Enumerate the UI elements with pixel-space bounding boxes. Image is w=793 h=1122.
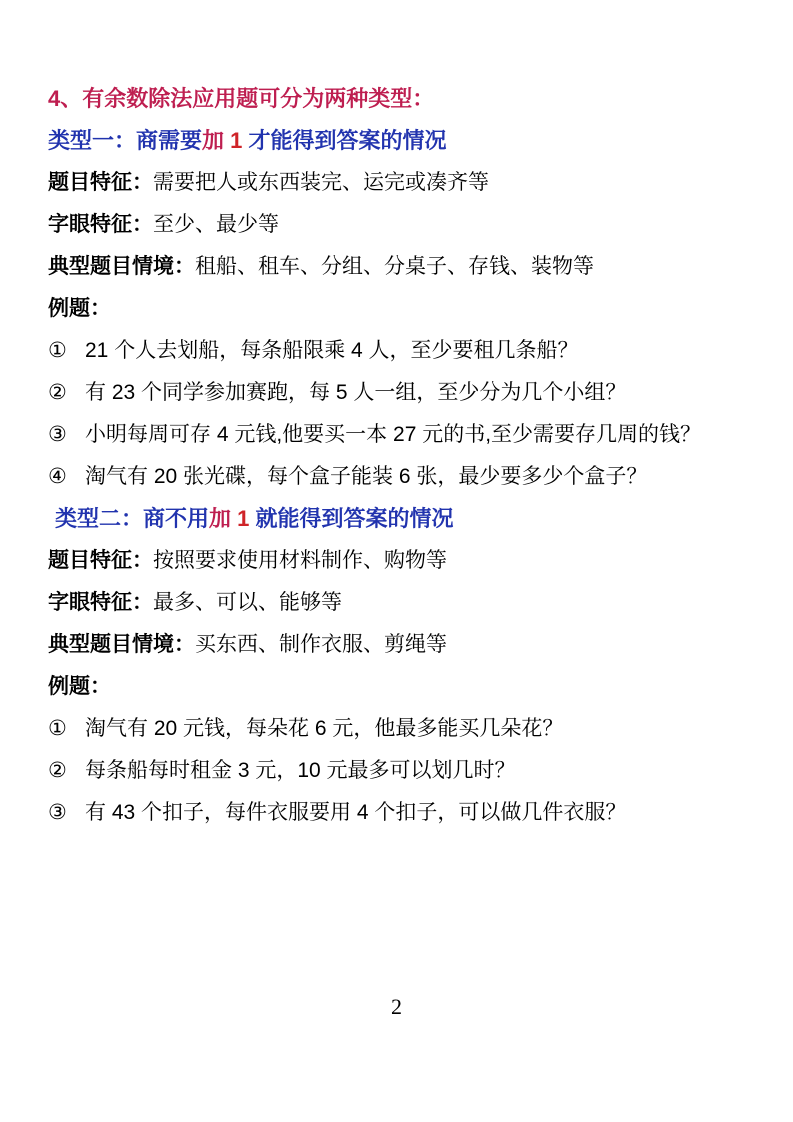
type1-heading-lead: 类型一：商需要 xyxy=(48,128,203,153)
feature-content: 需要把人或东西装完、运完或凑齐等 xyxy=(153,171,489,194)
example-marker: ③ xyxy=(48,423,67,446)
feature-label: 题目特征： xyxy=(48,549,153,572)
feature-line xyxy=(48,666,757,708)
page-number: 2 xyxy=(391,994,402,1019)
type2-heading-lead: 类型二：商不用 xyxy=(55,506,210,531)
type2-heading-add-char: 加 xyxy=(209,506,232,531)
feature-line xyxy=(48,540,757,582)
example-text: 有 43 个扣子，每件衣服要用 4 个扣子，可以做几件衣服？ xyxy=(85,801,627,824)
example-marker: ① xyxy=(48,339,67,362)
feature-content: 最多、可以、能够等 xyxy=(153,591,342,614)
type1-heading-add-num: 1 xyxy=(224,128,249,153)
feature-line xyxy=(48,582,757,624)
feature-line xyxy=(48,204,757,246)
example-marker: ② xyxy=(48,381,67,404)
example-line xyxy=(48,456,757,498)
example-text: 21 个人去划船，每条船限乘 4 人，至少要租几条船？ xyxy=(85,339,579,362)
example-marker: ② xyxy=(48,759,67,782)
example-text: 淘气有 20 张光碟，每个盒子能装 6 张，最少要多少个盒子？ xyxy=(85,465,648,488)
example-line xyxy=(48,372,757,414)
type2-heading-tail: 就能得到答案的情况 xyxy=(255,506,454,531)
example-marker: ④ xyxy=(48,465,67,488)
feature-label: 例题： xyxy=(48,675,111,698)
feature-line xyxy=(48,288,757,330)
example-line xyxy=(48,792,757,834)
feature-label: 字眼特征： xyxy=(48,213,153,236)
example-line xyxy=(48,330,757,372)
example-text: 小明每周可存 4 元钱,他要买一本 27 元的书,至少需要存几周的钱？ xyxy=(85,423,702,446)
example-marker: ③ xyxy=(48,801,67,824)
feature-label: 例题： xyxy=(48,297,111,320)
example-text: 淘气有 20 元钱，每朵花 6 元，他最多能买几朵花？ xyxy=(85,717,564,740)
feature-label: 字眼特征： xyxy=(48,591,153,614)
example-line xyxy=(48,414,757,456)
feature-content: 至少、最少等 xyxy=(153,213,279,236)
feature-line xyxy=(48,246,757,288)
main-heading: 4、有余数除法应用题可分为两种类型： xyxy=(48,86,435,111)
feature-line xyxy=(48,162,757,204)
example-text: 有 23 个同学参加赛跑，每 5 人一组，至少分为几个小组？ xyxy=(85,381,627,404)
type2-heading-add-num: 1 xyxy=(231,506,256,531)
page-content xyxy=(48,78,757,834)
example-line xyxy=(48,750,757,792)
feature-content: 租船、租车、分组、分桌子、存钱、装物等 xyxy=(195,255,594,278)
feature-label: 典型题目情境： xyxy=(48,633,195,656)
feature-line xyxy=(48,624,757,666)
type2-heading xyxy=(48,498,757,540)
type1-heading-add-char: 加 xyxy=(202,128,225,153)
feature-content: 买东西、制作衣服、剪绳等 xyxy=(195,633,447,656)
feature-label: 题目特征： xyxy=(48,171,153,194)
feature-content: 按照要求使用材料制作、购物等 xyxy=(153,549,447,572)
example-marker: ① xyxy=(48,717,67,740)
type1-heading-tail: 才能得到答案的情况 xyxy=(248,128,447,153)
type1-heading xyxy=(48,120,757,162)
example-line xyxy=(48,708,757,750)
feature-label: 典型题目情境： xyxy=(48,255,195,278)
example-text: 每条船每时租金 3 元，10 元最多可以划几时？ xyxy=(85,759,516,782)
